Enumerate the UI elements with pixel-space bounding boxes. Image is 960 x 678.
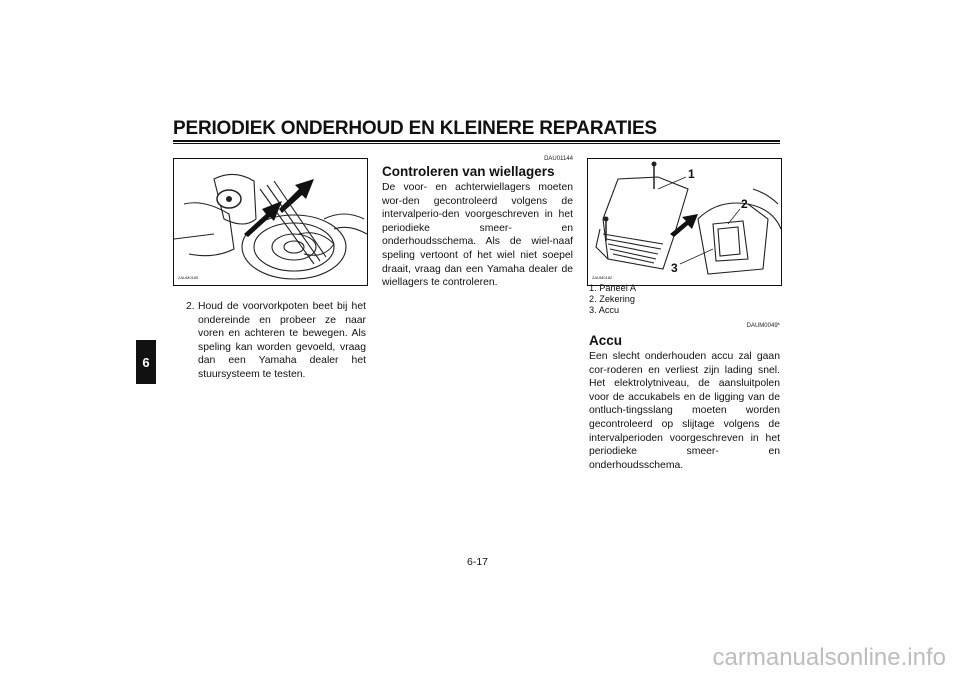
title-rule-thin	[173, 143, 780, 144]
figure-label: ZAUM0182	[592, 275, 613, 280]
page-number: 6-17	[467, 556, 489, 568]
section-text: Een slecht onderhouden accu zal gaan cor-roderen en verliest zijn lading snel. Het elektrolytniveau, de aansluitpolen voor de accukabels en de ligging van de ontluch-tingsslang moeten worden gecontroleerd op slijtage volgens de intervalperioden voorgeschreven in het periodieke smeer- en onderhoudsschema.	[589, 351, 780, 471]
watermark: carmanualsonline.info	[712, 644, 946, 671]
battery-panel-illustration	[588, 159, 781, 285]
callout-2: 2	[741, 197, 748, 211]
section-text: De voor- en achterwiellagers moeten wor-den gecontroleerd volgens de intervalperio-den voorgeschreven in het periodieke smeer- en onderhoudsschema. Als de wiel-naaf speling vertoont of het wiel niet soepel draait, vraag dan een Yamaha dealer de wiellagers te controleren.	[382, 182, 573, 289]
title-rule	[173, 140, 780, 142]
legend-item: 1. Paneel A	[589, 283, 636, 293]
chapter-tab: 6	[136, 340, 156, 384]
callout-1: 1	[688, 167, 695, 181]
legend-item: 2. Zekering	[589, 293, 635, 304]
section-code: DAU01144	[544, 156, 573, 162]
section-code: DAUM0049*	[746, 323, 780, 329]
section-heading: Accu	[589, 333, 623, 348]
front-fork-illustration	[174, 159, 367, 285]
section-heading: Controleren van wiellagers	[382, 164, 555, 179]
figure-label: ZAUM0180	[178, 275, 199, 280]
figure-legend	[589, 283, 636, 315]
legend-item: 3. Accu	[589, 304, 620, 315]
battery-panel-figure	[587, 158, 782, 286]
page-title: PERIODIEK ONDERHOUD EN KLEINERE REPARATIES	[173, 118, 657, 139]
front-fork-figure	[173, 158, 368, 286]
step-number: 2.	[186, 301, 195, 312]
callout-3: 3	[671, 261, 678, 275]
step-text: Houd de voorvorkpoten beet bij het ondereinde en probeer ze naar voren en achteren te bewegen. Als speling kan worden gevoeld, vraag dan een Yamaha dealer het stuursysteem te testen.	[198, 301, 366, 380]
